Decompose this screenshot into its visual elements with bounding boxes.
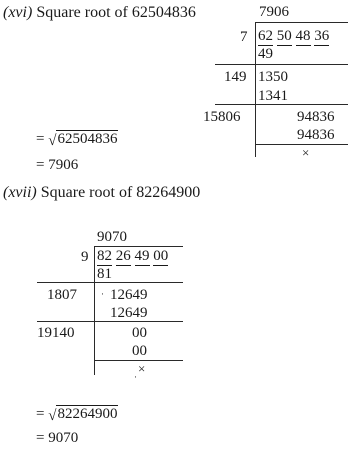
digit-pairs: [258, 29, 329, 46]
digit-pair: 26: [115, 248, 131, 264]
digit-pair: 48: [295, 28, 311, 44]
subtrahend-step-1: 49: [258, 46, 273, 62]
equals-sign: =: [36, 406, 45, 422]
equation-sqrt-xvii: [36, 405, 118, 424]
divisor-step-3: 19140: [37, 325, 75, 341]
quotient: 9070: [97, 229, 127, 245]
radicand: 82264900: [57, 406, 118, 422]
rule: [215, 104, 348, 105]
divisor-step-3: 15806: [203, 109, 241, 125]
end-mark: ×: [138, 361, 146, 376]
remainder-step-2: 12649: [110, 287, 148, 303]
equals-sign: =: [36, 131, 45, 147]
digit-pairs: [97, 249, 168, 266]
digit-pair: 00: [153, 248, 169, 264]
quotient-bar: [255, 22, 348, 23]
heading-xvii-text: Square root of 82264900: [36, 184, 201, 201]
rule: [37, 321, 183, 322]
digit-pair: 36: [314, 28, 330, 44]
dot-mark: ·: [134, 372, 137, 382]
equation-sqrt-xvi: [36, 130, 118, 149]
heading-xvi: [3, 5, 196, 21]
divisor-step-2: 149: [224, 69, 247, 85]
divisor-step-1: 9: [81, 249, 89, 265]
quotient: 7906: [259, 4, 289, 20]
subtrahend-step-2: 1341: [258, 88, 288, 104]
digit-pair: 50: [276, 28, 292, 44]
divisor-step-1: 7: [240, 29, 248, 45]
remainder-step-3: 94836: [297, 109, 335, 125]
subtrahend-step-3: 94836: [297, 127, 335, 143]
division-vertical-line: [255, 22, 256, 157]
division-vertical-line: [94, 246, 95, 375]
subtrahend-step-3: 00: [132, 343, 147, 359]
subtrahend-step-1: 81: [97, 266, 112, 282]
digit-pair: 62: [258, 28, 273, 44]
remainder-step-2: 1350: [258, 69, 288, 85]
digit-pair: 82: [97, 248, 112, 264]
heading-xvii-number: (xvii): [3, 184, 37, 201]
rule: [215, 64, 348, 65]
equation-result-xvi: = 7906: [36, 157, 79, 173]
divisor-step-2: 1807: [47, 287, 77, 303]
radical-icon: √: [48, 407, 57, 424]
remainder-step-3: 00: [132, 325, 147, 341]
heading-xvi-number: (xvi): [3, 4, 33, 21]
subtrahend-step-2: 12649: [110, 305, 148, 321]
radical-icon: √: [48, 132, 57, 149]
heading-xvi-text: Square root of 62504836: [32, 4, 196, 21]
quotient-bar: [94, 246, 183, 247]
radicand: 62504836: [57, 131, 118, 147]
rule: [37, 282, 183, 283]
end-mark: ×: [302, 145, 310, 160]
heading-xvii: [3, 185, 200, 201]
dot-mark: ·: [101, 289, 104, 299]
equation-result-xvii: = 9070: [36, 430, 79, 446]
digit-pair: 49: [134, 248, 150, 264]
